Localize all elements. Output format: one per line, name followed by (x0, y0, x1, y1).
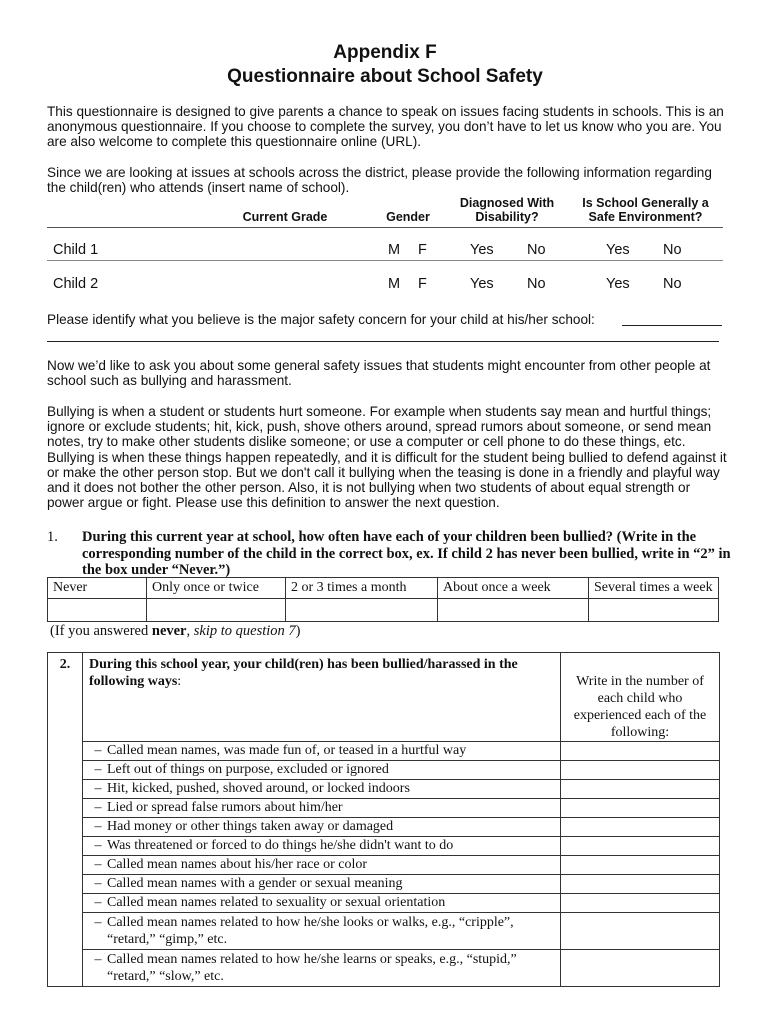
dash-icon: – (94, 800, 102, 815)
note-suffix: ) (295, 623, 301, 639)
safe-option-yes[interactable]: Yes (606, 242, 630, 258)
list-item (83, 761, 561, 780)
list-item (83, 799, 561, 818)
page-subtitle: Questionnaire about School Safety (227, 66, 543, 87)
note-prefix: (If you answered (50, 623, 152, 639)
item-text: Was threatened or forced to do things he/she didn't want to do (107, 838, 454, 853)
page-title: Appendix F (333, 42, 437, 63)
item-text: Called mean names, was made fun of, or teased in a hurtful way (107, 743, 467, 758)
disability-option-no[interactable]: No (527, 242, 546, 258)
dash-icon: – (94, 762, 102, 777)
answer-box-2-3-month[interactable] (286, 599, 438, 622)
dash-icon: – (94, 915, 102, 930)
dash-icon: – (94, 876, 102, 891)
safe-option-no[interactable]: No (663, 276, 682, 292)
concern-prompt: Please identify what you believe is the major safety concern for your child at his/her school: (47, 312, 595, 327)
answer-box-never[interactable] (48, 599, 147, 622)
note-never: never (151, 623, 187, 639)
gender-option-m[interactable]: M (388, 242, 401, 258)
header-disability: Diagnosed With Disability? (459, 196, 555, 224)
list-item (83, 950, 561, 987)
q2-text: During this school year, your child(ren) has been bullied/harassed in the following ways (89, 657, 518, 689)
dash-icon: – (94, 838, 102, 853)
disability-option-no[interactable]: No (527, 276, 546, 292)
item-text: Called mean names related to sexuality or sexual orientation (107, 895, 446, 910)
count-input[interactable] (561, 818, 720, 837)
gender-option-f[interactable]: F (418, 276, 427, 292)
item-text: Hit, kicked, pushed, shoved around, or locked indoors (107, 781, 410, 796)
list-item (83, 856, 561, 875)
safe-option-yes[interactable]: Yes (606, 276, 630, 292)
dash-icon: – (94, 895, 102, 910)
item-text: Called mean names related to how he/she looks or walks, e.g., “cripple”, “retard,” “gimp,” etc. (107, 915, 514, 947)
count-input[interactable] (561, 742, 720, 761)
item-text: Lied or spread false rumors about him/her (107, 800, 343, 815)
item-text: Left out of things on purpose, excluded or ignored (107, 762, 389, 777)
disability-option-yes[interactable]: Yes (470, 276, 494, 292)
count-input[interactable] (561, 894, 720, 913)
q2-question (83, 653, 561, 742)
note-separator: , (186, 623, 194, 639)
q2-colon: : (177, 673, 182, 689)
dash-icon: – (94, 952, 102, 967)
header-safe-environment: Is School Generally a Safe Environment? (582, 196, 709, 224)
answer-box-once-twice[interactable] (147, 599, 286, 622)
q1-number: 1. (47, 529, 58, 545)
list-item (83, 818, 561, 837)
q1-frequency-table (47, 577, 719, 622)
count-input[interactable] (561, 950, 720, 987)
list-item (83, 780, 561, 799)
option-once-week: About once a week (438, 578, 589, 599)
intro-paragraph: This questionnaire is designed to give parents a chance to speak on issues facing students in schools. This is an anonymous questionnaire. If you choose to complete the survey, you don’t have to let us know who you are. You are also welcome to complete this questionnaire online (URL). (47, 104, 724, 150)
list-item (83, 742, 561, 761)
item-text: Called mean names about his/her race or color (107, 857, 368, 872)
option-never: Never (48, 578, 147, 599)
option-several-week: Several times a week (589, 578, 719, 599)
dash-icon: – (94, 781, 102, 796)
count-input[interactable] (561, 856, 720, 875)
q2-table (47, 652, 720, 987)
dash-icon: – (94, 857, 102, 872)
district-paragraph: Since we are looking at issues at schools across the district, please provide the following information regarding the child(ren) who attends (insert name of school). (47, 165, 712, 196)
gender-option-m[interactable]: M (388, 276, 401, 292)
header-current-grade: Current Grade (242, 210, 328, 224)
answer-box-several-week[interactable] (589, 599, 719, 622)
item-text: Called mean names with a gender or sexual meaning (107, 876, 403, 891)
gender-option-f[interactable]: F (418, 242, 427, 258)
concern-answer-line[interactable] (622, 325, 722, 326)
q1-text: During this current year at school, how often have each of your children been bullied? (Write in the corresponding number of the child in the correct box, ex. If child 2 has never been bullied, write in “2” in the box under “Never.”) (82, 529, 731, 578)
count-input[interactable] (561, 913, 720, 950)
bullying-definition: Bullying is when a student or students hurt someone. For example when students say mean and hurtful things; ignore or exclude students; hit, kick, push, shove others around, spread rumors about someone, or send mean notes, try to make other students dislike someone; or use a computer or cell phone to do these things, etc. Bullying is when these things happen repeatedly, and it is difficult for the student being bullied to defend against it or make the other person stop. But we don't call it bullying when the teasing is done in a friendly and playful way and it does not bother the other person. Also, it is not bullying when two students of about equal strength or power argue or fight. Please use this definition to answer the next question. (47, 404, 727, 511)
general-paragraph: Now we’d like to ask you about some general safety issues that students might encounter from other people at school such as bullying and harassment. (47, 358, 711, 389)
disability-option-yes[interactable]: Yes (470, 242, 494, 258)
q2-number: 2. (48, 653, 83, 987)
list-item (83, 875, 561, 894)
concern-answer-line-2[interactable] (47, 341, 719, 342)
dash-icon: – (94, 819, 102, 834)
q2-right-header: Write in the number of each child who experienced each of the following: (561, 653, 720, 742)
header-gender: Gender (386, 210, 430, 224)
count-input[interactable] (561, 837, 720, 856)
q1-skip-note (50, 623, 301, 640)
count-input[interactable] (561, 761, 720, 780)
item-text: Had money or other things taken away or damaged (107, 819, 394, 834)
list-item (83, 913, 561, 950)
count-input[interactable] (561, 799, 720, 818)
list-item (83, 894, 561, 913)
note-skip: skip to question 7 (193, 623, 296, 639)
count-input[interactable] (561, 780, 720, 799)
item-text: Called mean names related to how he/she learns or speaks, e.g., “stupid,” “retard,” “slow,” etc. (107, 952, 517, 984)
child-label: Child 1 (53, 242, 99, 258)
count-input[interactable] (561, 875, 720, 894)
safe-option-no[interactable]: No (663, 242, 682, 258)
answer-box-once-week[interactable] (438, 599, 589, 622)
child-label: Child 2 (53, 276, 99, 292)
option-2-3-month: 2 or 3 times a month (286, 578, 438, 599)
dash-icon: – (94, 743, 102, 758)
row-divider (47, 260, 723, 261)
option-once-twice: Only once or twice (147, 578, 286, 599)
header-divider (47, 227, 723, 228)
list-item (83, 837, 561, 856)
